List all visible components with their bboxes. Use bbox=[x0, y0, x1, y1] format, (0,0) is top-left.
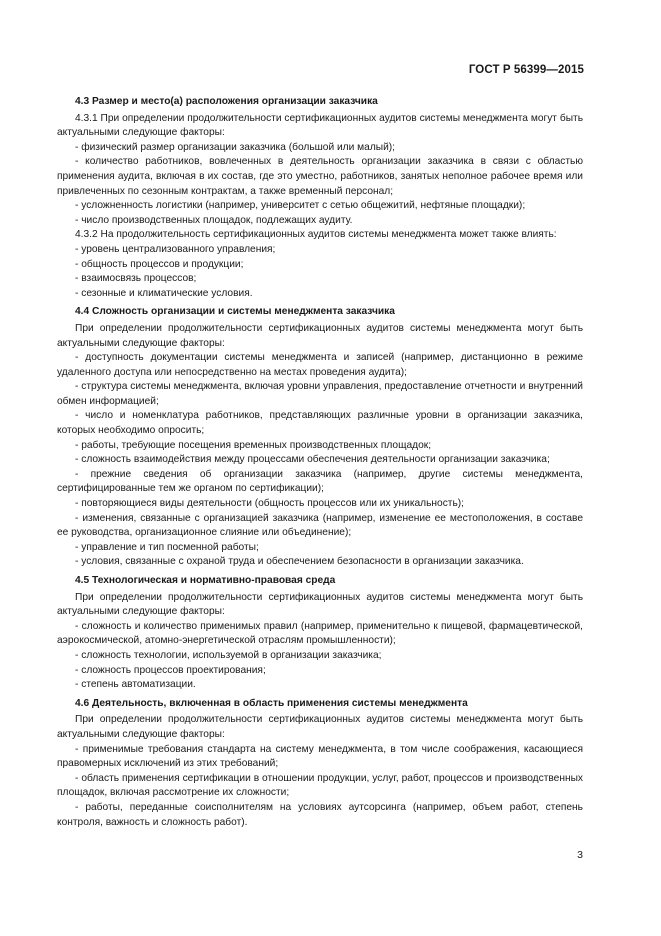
list-item: - степень автоматизации. bbox=[75, 679, 196, 691]
section-heading: 4.6 Деятельность, включенная в область применения системы менеджмента bbox=[75, 697, 468, 709]
list-item: - работы, переданные соисполнителям на условиях аутсорсинга (например, объем работ, степень контроля, важность и сложность работ). bbox=[57, 801, 583, 828]
list-item: - число и номенклатура работников, представляющих различные уровни в организации заказчика, которых необходимо опросить; bbox=[57, 410, 583, 437]
paragraph: При определении продолжительности сертификационных аудитов системы менеджмента могут быть актуальными следующие факторы: bbox=[57, 591, 583, 618]
list-item: - изменения, связанные с организацией заказчика (например, изменение ее местоположения, в составе ее руководства, организационное слияние или объединение); bbox=[57, 512, 583, 539]
paragraph: 4.3.2 На продолжительность сертификационных аудитов системы менеджмента может также влиять: bbox=[75, 229, 557, 241]
list-item: - сезонные и климатические условия. bbox=[75, 287, 253, 299]
list-item: - сложность технологии, используемой в организации заказчика; bbox=[75, 649, 382, 661]
list-item: - взаимосвязь процессов; bbox=[75, 273, 197, 285]
list-item: - управление и тип посменной работы; bbox=[75, 541, 259, 553]
paragraph: При определении продолжительности сертификационных аудитов системы менеджмента могут быть актуальными следующие факторы: bbox=[57, 714, 583, 740]
list-item: - число производственных площадок, подлежащих аудиту. bbox=[75, 214, 353, 226]
document-body bbox=[57, 95, 583, 830]
list-item: - усложненность логистики (например, университет с сетью общежитий, нефтяные площадки); bbox=[75, 200, 526, 212]
list-item: - сложность процессов проектирования; bbox=[75, 664, 266, 676]
paragraph: При определении продолжительности сертификационных аудитов системы менеджмента могут быть актуальными следующие факторы: bbox=[57, 322, 583, 349]
section-heading: 4.3 Размер и место(а) расположения организации заказчика bbox=[75, 96, 378, 107]
list-item: - область применения сертификации в отношении продукции, услуг, работ, процессов и производственных площадок, включая рассмотрение их сложности; bbox=[57, 772, 583, 799]
list-item: - общность процессов и продукции; bbox=[75, 258, 244, 270]
list-item: - сложность взаимодействия между процессами обеспечения деятельности организации заказчика; bbox=[75, 454, 550, 466]
section-heading: 4.5 Технологическая и нормативно-правовая среда bbox=[75, 575, 336, 586]
section-heading: 4.4 Сложность организации и системы менеджмента заказчика bbox=[75, 306, 395, 318]
paragraph: 4.3.1 При определении продолжительности сертификационных аудитов системы менеджмента могут быть актуальными следующие факторы: bbox=[57, 112, 583, 139]
list-item: - сложность и количество применимых правил (например, применительно к пищевой, фармацевтической, аэрокосмической, атомно-энергетической отраслям промышленности); bbox=[57, 620, 583, 647]
page-number: 3 bbox=[577, 849, 583, 861]
list-item: - доступность документации системы менеджмента и записей (например, дистанционно в режиме удаленного доступа или непосредственно на местах проведения аудита); bbox=[57, 352, 583, 378]
list-item: - уровень централизованного управления; bbox=[75, 243, 276, 255]
list-item: - прежние сведения об организации заказчика (например, другие системы менеджмента, сертифицированные тем же органом по сертификации); bbox=[57, 468, 583, 495]
list-item: - применимые требования стандарта на систему менеджмента, в том числе соображения, касающиеся правомерных исключений из этих требований; bbox=[57, 743, 583, 770]
document-header: ГОСТ Р 56399—2015 bbox=[468, 64, 584, 76]
list-item: - работы, требующие посещения временных производственных площадок; bbox=[75, 439, 432, 451]
list-item: - количество работников, вовлеченных в деятельность организации заказчика в связи с областью применения аудита, включая в их состав, где это уместно, работников, занятых неполное рабочее время или привлеченных по сезонным контрактам, а также временный персонал; bbox=[57, 156, 583, 197]
list-item: - физический размер организации заказчика (большой или малый); bbox=[75, 141, 396, 153]
list-item: - повторяющиеся виды деятельности (общность процессов или их уникальность); bbox=[75, 498, 464, 510]
list-item: - структура системы менеджмента, включая уровни управления, предоставление отчетности и внутренний обмен информацией; bbox=[57, 381, 583, 407]
list-item: - условия, связанные с охраной труда и обеспечением безопасности в организации заказчика. bbox=[75, 556, 524, 568]
